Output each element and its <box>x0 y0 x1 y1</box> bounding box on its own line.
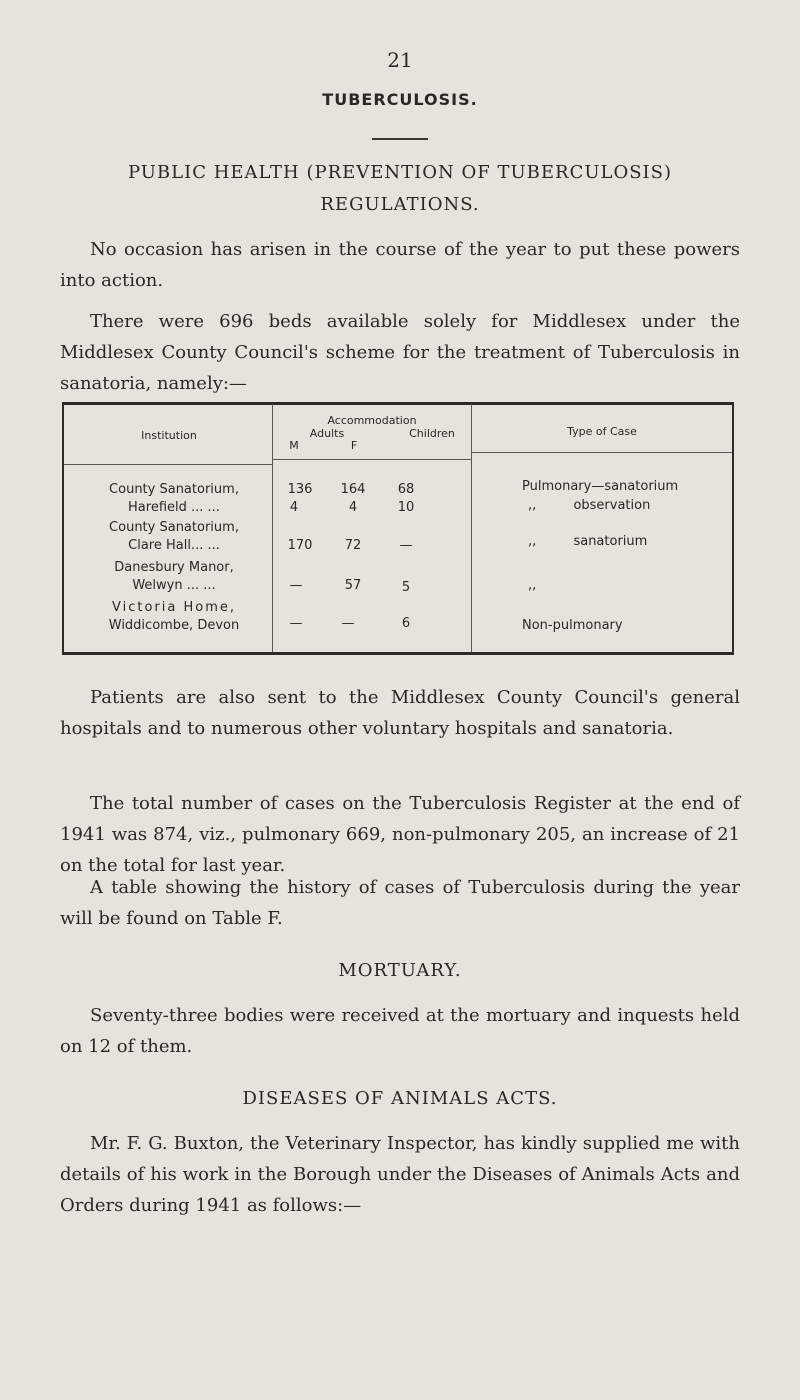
paragraph-mortuary: Seventy-three bodies were received at the mortuary and inquests held on 12 of them. <box>60 1005 740 1057</box>
table-cell-institution: Victoria Home, <box>112 600 236 615</box>
header-m: M <box>289 439 299 452</box>
paragraph-patients: Patients are also sent to the Middlesex County Council's general hospitals and to numerous other voluntary hospitals and sanatoria. <box>60 687 740 739</box>
table-cell-institution: County Sanatorium, <box>109 482 239 497</box>
table-cell-male: 170 <box>287 538 313 553</box>
page-number: 21 <box>387 48 413 72</box>
table-top-rule <box>62 402 734 405</box>
table-cell-female: — <box>341 616 355 631</box>
table-cell-children: 6 <box>401 616 411 631</box>
table-cell-children: — <box>399 538 413 553</box>
accommodation-table <box>62 402 734 654</box>
table-cell-institution: Widdicombe, Devon <box>108 618 240 633</box>
table-cell-female: 164 <box>340 482 366 497</box>
table-cell-children: 68 <box>397 482 415 497</box>
heading-mortuary: MORTUARY. <box>338 960 462 981</box>
table-cell-institution: Harefield ... ... <box>128 500 220 515</box>
paragraph-beds: There were 696 beds available solely for Middlesex under the Middlesex County Council's scheme for the treatment of Tuberculosis in sanatoria, namely:— <box>60 311 740 394</box>
table-cell-male: 136 <box>287 482 313 497</box>
table-cell-institution: Clare Hall... ... <box>128 538 220 553</box>
header-type-of-case: Type of Case <box>567 425 637 438</box>
section-title: TUBERCULOSIS. <box>322 90 478 109</box>
table-cell-type: ,, <box>528 578 537 593</box>
table-right-rule <box>732 402 734 654</box>
table-cell-institution: Welwyn ... ... <box>132 578 216 593</box>
header-f: F <box>350 439 358 452</box>
table-cell-male: — <box>289 616 303 631</box>
table-cell-female: 4 <box>348 500 358 515</box>
table-cell-female: 72 <box>344 538 362 553</box>
heading-regulations-line2: REGULATIONS. <box>320 194 480 215</box>
table-cell-type: Non-pulmonary <box>522 618 623 633</box>
table-cell-type: ,, sanatorium <box>528 534 648 549</box>
table-cell-institution: County Sanatorium, <box>109 520 239 535</box>
header-adults: Adults <box>309 427 345 440</box>
paragraph-register: The total number of cases on the Tuberculosis Register at the end of 1941 was 874, viz., pulmonary 669, non-pulmonary 205, an increase of 21 on the total for last year. <box>60 793 740 876</box>
title-rule <box>372 138 428 140</box>
paragraph-no-occasion: No occasion has arisen in the course of the year to put these powers into action. <box>60 239 740 291</box>
header-accommodation: Accommodation <box>327 414 417 427</box>
table-cell-type: ,, observation <box>528 498 651 513</box>
table-cell-children: 5 <box>401 580 411 595</box>
header-rule <box>471 452 732 453</box>
table-cell-institution: Danesbury Manor, <box>114 560 234 575</box>
header-children: Children <box>409 427 455 440</box>
table-cell-female: 57 <box>344 578 362 593</box>
table-left-rule <box>62 402 64 654</box>
paragraph-veterinary: Mr. F. G. Buxton, the Veterinary Inspector, has kindly supplied me with details of his work in the Borough under the Diseases of Animals Acts and Orders during 1941 as follows:— <box>60 1133 740 1216</box>
header-rule <box>272 459 471 460</box>
heading-regulations-line1: PUBLIC HEALTH (PREVENTION OF TUBERCULOSIS) <box>127 162 673 183</box>
table-cell-male: 4 <box>289 500 299 515</box>
header-rule <box>64 464 272 465</box>
table-cell-type: Pulmonary—sanatorium <box>522 479 679 494</box>
column-divider <box>471 404 472 652</box>
table-cell-children: 10 <box>397 500 415 515</box>
paragraph-table-f: A table showing the history of cases of Tuberculosis during the year will be found on Table F. <box>60 877 740 929</box>
table-bottom-rule <box>62 652 734 655</box>
heading-diseases-of-animals: DISEASES OF ANIMALS ACTS. <box>242 1088 558 1109</box>
header-institution: Institution <box>141 429 197 442</box>
table-cell-male: — <box>289 578 303 593</box>
